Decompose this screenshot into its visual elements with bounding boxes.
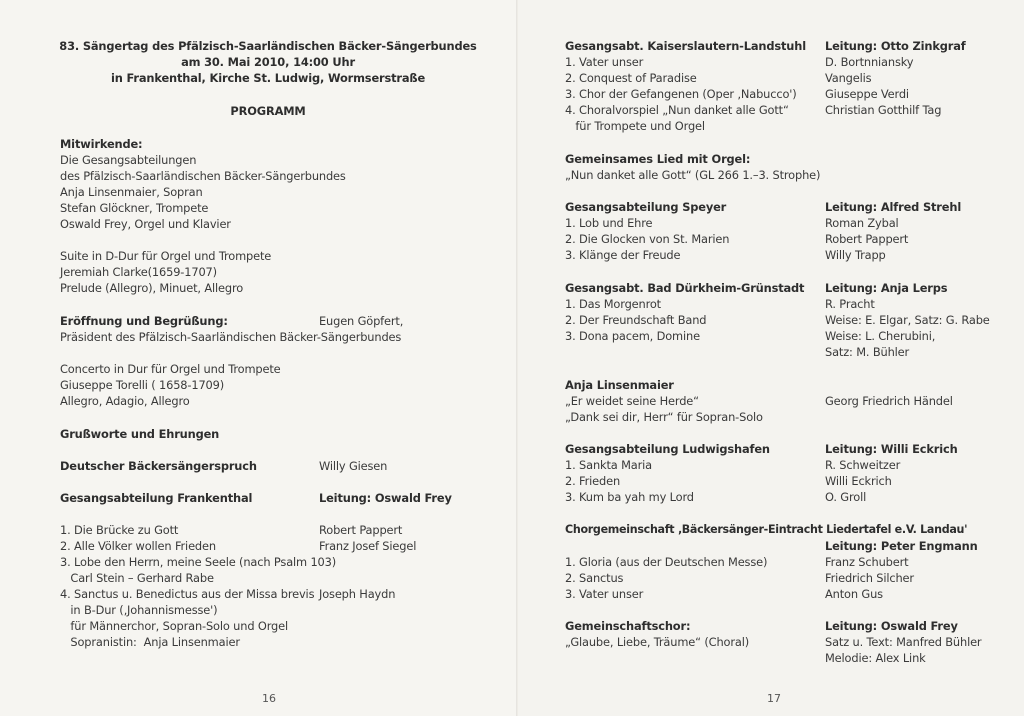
program-item-composer: Robert Pappert bbox=[825, 232, 909, 246]
title-line-2: am 30. Mai 2010, 14:00 Uhr bbox=[181, 55, 355, 69]
suite-line: Jeremiah Clarke(1659-1707) bbox=[60, 265, 217, 279]
program-item-composer: Christian Gotthilf Tag bbox=[825, 103, 942, 117]
program-item-title: für Trompete und Orgel bbox=[565, 119, 705, 133]
program-item-title: 3. Lobe den Herrn, meine Seele (nach Psalm 103) bbox=[60, 555, 337, 569]
program-item-title: „Dank sei dir, Herr“ für Sopran-Solo bbox=[565, 410, 763, 424]
program-item-title: Carl Stein – Gerhard Rabe bbox=[60, 571, 214, 585]
concerto-line: Concerto in Dur für Orgel und Trompete bbox=[60, 362, 281, 376]
title-line-1: 83. Sängertag des Pfälzisch-Saarländischen Bäcker-Sängerbundes bbox=[59, 39, 477, 53]
frankenthal-leitung: Leitung: Oswald Frey bbox=[319, 491, 452, 505]
eroeffnung-name: Eugen Göpfert, bbox=[319, 314, 404, 328]
kl-heading: Gesangsabt. Kaiserslautern-Landstuhl bbox=[565, 39, 806, 53]
program-item-composer: Franz Josef Siegel bbox=[319, 539, 417, 553]
program-item-title: 3. Dona pacem, Domine bbox=[565, 329, 700, 343]
spruch-heading: Deutscher Bäckersängerspruch bbox=[60, 459, 257, 473]
program-item-title: 3. Kum ba yah my Lord bbox=[565, 490, 694, 504]
programm-heading: PROGRAMM bbox=[230, 104, 306, 118]
program-item-title: 2. Alle Völker wollen Frieden bbox=[60, 539, 216, 553]
program-item-composer: O. Groll bbox=[825, 490, 867, 504]
right-page bbox=[518, 0, 1024, 716]
program-item-composer: Georg Friedrich Händel bbox=[825, 394, 953, 408]
program-item-title: 1. Sankta Maria bbox=[565, 458, 652, 472]
program-item-composer: Weise: E. Elgar, Satz: G. Rabe bbox=[825, 313, 990, 327]
spruch-name: Willy Giesen bbox=[319, 459, 388, 473]
program-item-title: für Männerchor, Sopran-Solo und Orgel bbox=[60, 619, 288, 633]
bd-leitung: Leitung: Anja Lerps bbox=[825, 281, 948, 295]
program-item-composer: Vangelis bbox=[825, 71, 872, 85]
mitwirkende-line: Die Gesangsabteilungen bbox=[60, 153, 197, 167]
program-item-title: 3. Chor der Gefangenen (Oper ‚Nabucco') bbox=[565, 87, 797, 101]
program-item-composer: Anton Gus bbox=[825, 587, 883, 601]
eroeffnung-role: Präsident des Pfälzisch-Saarländischen Bäcker-Sängerbundes bbox=[60, 330, 402, 344]
lu-leitung: Leitung: Willi Eckrich bbox=[825, 442, 958, 456]
mitwirkende-heading: Mitwirkende: bbox=[60, 137, 143, 151]
program-item-composer: Melodie: Alex Link bbox=[825, 651, 926, 665]
mitwirkende-line: Anja Linsenmaier, Sopran bbox=[60, 185, 203, 199]
frankenthal-heading: Gesangsabteilung Frankenthal bbox=[60, 491, 253, 505]
speyer-leitung: Leitung: Alfred Strehl bbox=[825, 200, 962, 214]
program-item-composer: D. Bortnniansky bbox=[825, 55, 914, 69]
program-item-title: 3. Klänge der Freude bbox=[565, 248, 681, 262]
program-item-title: 3. Vater unser bbox=[565, 587, 644, 601]
suite-line: Suite in D-Dur für Orgel und Trompete bbox=[60, 249, 272, 263]
concerto-line: Giuseppe Torelli ( 1658-1709) bbox=[60, 378, 225, 392]
program-item-title: in B-Dur (‚Johannismesse') bbox=[60, 603, 218, 617]
program-item-title: „Glaube, Liebe, Träume“ (Choral) bbox=[565, 635, 750, 649]
landau-leitung: Leitung: Peter Engmann bbox=[825, 539, 978, 553]
program-item-title: 4. Choralvorspiel „Nun danket alle Gott“ bbox=[565, 103, 789, 117]
page-number: 16 bbox=[262, 692, 276, 705]
program-item-title: 4. Sanctus u. Benedictus aus der Missa brevis bbox=[60, 587, 315, 601]
gem-heading: Gemeinschaftschor: bbox=[565, 619, 691, 633]
kl-leitung: Leitung: Otto Zinkgraf bbox=[825, 39, 966, 53]
program-item-composer: Friedrich Silcher bbox=[825, 571, 914, 585]
program-item-title: 2. Frieden bbox=[565, 474, 621, 488]
program-item-title: 1. Lob und Ehre bbox=[565, 216, 653, 230]
program-item-composer: Satz: M. Bühler bbox=[825, 345, 910, 359]
suite-line: Prelude (Allegro), Minuet, Allegro bbox=[60, 281, 244, 295]
lu-heading: Gesangsabteilung Ludwigshafen bbox=[565, 442, 770, 456]
concerto-line: Allegro, Adagio, Allegro bbox=[60, 394, 190, 408]
program-item-composer: Robert Pappert bbox=[319, 523, 403, 537]
grussworte-heading: Grußworte und Ehrungen bbox=[60, 427, 220, 441]
program-item-composer: Giuseppe Verdi bbox=[825, 87, 909, 101]
program-item-composer: Willy Trapp bbox=[825, 248, 886, 262]
program-item-title: 2. Der Freundschaft Band bbox=[565, 313, 707, 327]
program-item-title: „Er weidet seine Herde“ bbox=[565, 394, 699, 408]
mitwirkende-line: des Pfälzisch-Saarländischen Bäcker-Sängerbundes bbox=[60, 169, 346, 183]
program-item-title: 1. Vater unser bbox=[565, 55, 644, 69]
program-item-title: 1. Die Brücke zu Gott bbox=[60, 523, 179, 537]
program-item-composer: Joseph Haydn bbox=[319, 587, 396, 601]
anja-heading: Anja Linsenmaier bbox=[565, 378, 674, 392]
landau-heading: Chorgemeinschaft ‚Bäckersänger-Eintracht Liedertafel e.V. Landau' bbox=[565, 523, 968, 536]
program-item-composer: Willi Eckrich bbox=[825, 474, 892, 488]
program-item-composer: Satz u. Text: Manfred Bühler bbox=[825, 635, 982, 649]
program-item-title: 2. Sanctus bbox=[565, 571, 624, 585]
mitwirkende-line: Oswald Frey, Orgel und Klavier bbox=[60, 217, 231, 231]
eroeffnung-heading: Eröffnung und Begrüßung: bbox=[60, 314, 228, 328]
program-item-title: Sopranistin: Anja Linsenmaier bbox=[60, 635, 240, 649]
program-item-composer: Franz Schubert bbox=[825, 555, 909, 569]
page-number: 17 bbox=[767, 692, 781, 705]
program-item-composer: R. Pracht bbox=[825, 297, 875, 311]
speyer-heading: Gesangsabteilung Speyer bbox=[565, 200, 727, 214]
title-line-3: in Frankenthal, Kirche St. Ludwig, Wormserstraße bbox=[110, 71, 426, 85]
lied-text: „Nun danket alle Gott“ (GL 266 1.–3. Strophe) bbox=[565, 168, 821, 182]
lied-heading: Gemeinsames Lied mit Orgel: bbox=[565, 152, 751, 166]
mitwirkende-line: Stefan Glöckner, Trompete bbox=[60, 201, 209, 215]
program-item-title: 1. Gloria (aus der Deutschen Messe) bbox=[565, 555, 768, 569]
program-item-title: 1. Das Morgenrot bbox=[565, 297, 661, 311]
program-item-title: 2. Conquest of Paradise bbox=[565, 71, 697, 85]
program-item-title: 2. Die Glocken von St. Marien bbox=[565, 232, 730, 246]
program-item-composer: Weise: L. Cherubini, bbox=[825, 329, 936, 343]
gem-leitung: Leitung: Oswald Frey bbox=[825, 619, 958, 633]
program-item-composer: R. Schweitzer bbox=[825, 458, 901, 472]
bd-heading: Gesangsabt. Bad Dürkheim-Grünstadt bbox=[565, 281, 805, 295]
program-item-composer: Roman Zybal bbox=[825, 216, 899, 230]
